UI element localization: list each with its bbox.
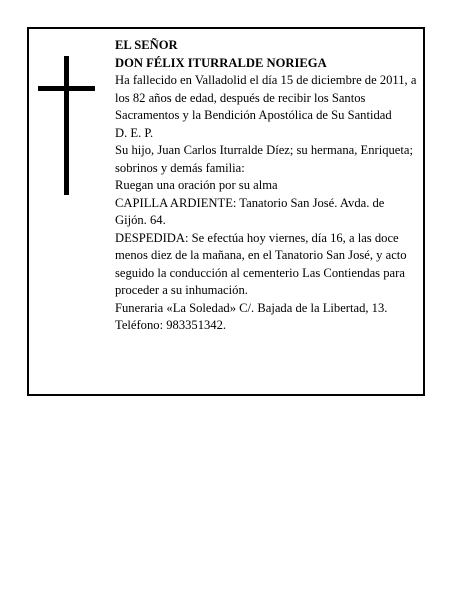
obituary-text [115, 37, 417, 335]
funeral-home-info: Funeraria «La Soledad» C/. Bajada de la Libertad, 13. Teléfono: 983351342. [115, 300, 388, 332]
deceased-name: DON FÉLIX ITURRALDE NORIEGA [115, 55, 327, 70]
cross-horizontal-bar [38, 86, 95, 91]
prayer-request: Ruegan una oración por su alma [115, 178, 278, 192]
notice-title: EL SEÑOR [115, 38, 178, 52]
chapel-info: CAPILLA ARDIENTE: Tanatorio San José. Avda. de Gijón. 64. [115, 195, 385, 227]
family-members: Su hijo, Juan Carlos Iturralde Díez; su hermana, Enriqueta; sobrinos y demás familia: [115, 143, 413, 175]
dep-abbreviation: D. E. P. [115, 125, 154, 140]
cross-vertical-bar [64, 56, 69, 195]
farewell-info: DESPEDIDA: Se efectúa hoy viernes, día 16, a las doce menos diez de la mañana, en el Tanatorio San José, y acto seguido la conducción al cementerio Las Contiendas para proceder a su inhumación. [115, 230, 407, 297]
death-info: Ha fallecido en Valladolid el día 15 de diciembre de 2011, a los 82 años de edad, después de recibir los Santos Sacramentos y la Bendición Apostólica de Su Santidad [115, 73, 417, 122]
